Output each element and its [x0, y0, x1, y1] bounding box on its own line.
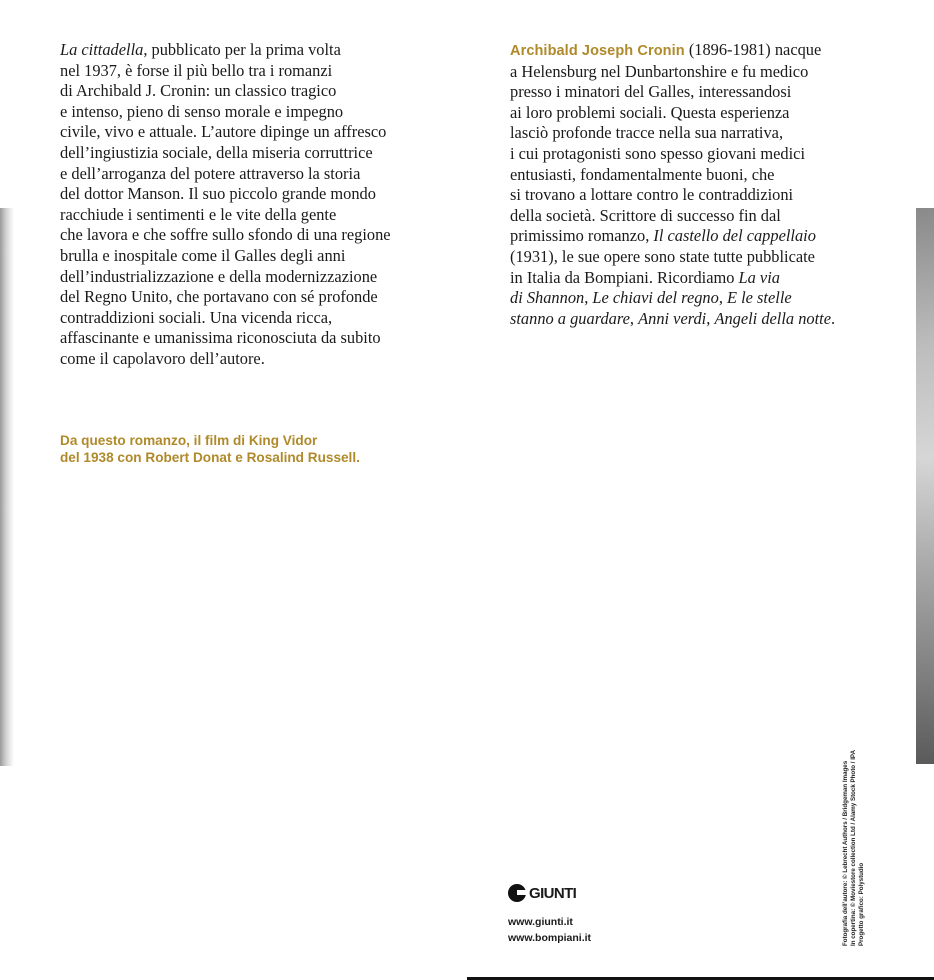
credit-line: In copertina: © Moviestore collection Ltd / Alamy Stock Photo / IPA: [850, 749, 857, 946]
book-title: La cittadella: [60, 40, 144, 59]
book-title: Il castello del cappellaio: [653, 226, 816, 246]
credit-line: Fotografia dell’autore: © Lebrecht Authors / Bridgeman Images: [842, 760, 849, 946]
text-segment: che lavora e che soffre sullo sfondo di una regione: [60, 225, 391, 245]
text-segment: ai loro problemi sociali. Questa esperienza: [510, 102, 790, 122]
publisher-urls: [508, 914, 591, 946]
film-note-line: Da questo romanzo, il film di King Vidor: [60, 433, 318, 448]
credit-line: Progetto grafico: Polystudio: [858, 862, 865, 946]
text-line: [60, 81, 440, 102]
text-line: [510, 206, 890, 227]
text-segment: e intenso, pieno di senso morale e impegno: [60, 101, 344, 121]
text-line: [60, 225, 440, 246]
text-segment: primissimo romanzo,: [510, 226, 654, 246]
text-segment: dell’ingiustizia sociale, della miseria corruttrice: [60, 142, 373, 162]
text-line: [510, 123, 890, 144]
text-segment: si trovano a lottare contro le contraddizioni: [510, 185, 794, 205]
text-segment: (1931), le sue opere sono state tutte pubblicate: [510, 246, 815, 266]
text-segment: brulla e inospitale come il Galles degli anni: [60, 245, 346, 265]
text-line: [510, 165, 890, 186]
book-title: Anni verdi: [638, 308, 707, 328]
text-line: [510, 288, 890, 309]
text-line: [510, 144, 890, 165]
text-segment: racchiude i sentimenti e le vite della gente: [60, 204, 337, 224]
text-segment: come il capolavoro dell’autore.: [60, 348, 265, 368]
publisher-block: [508, 884, 591, 946]
cover-photo-edge-right: [916, 208, 934, 764]
text-segment: e dell’arroganza del potere attraverso la storia: [60, 163, 361, 183]
text-segment: , pubblicato per la prima volta: [143, 40, 341, 59]
text-segment: di Archibald J. Cronin: un classico tragico: [60, 81, 337, 101]
text-line: [60, 184, 440, 205]
book-title: La via: [738, 267, 780, 287]
text-segment: presso i minatori del Galles, interessandosi: [510, 82, 792, 102]
cover-photo-edge-left: [0, 208, 14, 766]
text-segment: .: [830, 308, 836, 328]
text-segment: ,: [706, 308, 715, 328]
text-line: [510, 82, 890, 103]
giunti-logo: [508, 884, 591, 902]
author-name: Archibald Joseph Cronin: [510, 43, 685, 59]
text-line: [60, 246, 440, 267]
text-segment: del dottor Manson. Il suo piccolo grande mondo: [60, 184, 376, 204]
book-title: stanno a guardare: [510, 308, 630, 328]
text-segment: del Regno Unito, che portavano con sé profonde: [60, 287, 378, 307]
text-line: [510, 62, 890, 83]
photo-credits: [842, 716, 866, 946]
film-note-line: del 1938 con Robert Donat e Rosalind Russell.: [60, 450, 360, 465]
text-segment: contraddizioni sociali. Una vicenda ricca,: [60, 307, 333, 327]
text-segment: ,: [584, 288, 593, 308]
text-line: [60, 102, 440, 123]
book-title: Angeli della notte: [714, 308, 831, 328]
book-title: E le stelle: [727, 288, 792, 308]
text-segment: a Helensburg nel Dunbartonshire e fu medico: [510, 61, 809, 81]
text-line: [510, 309, 890, 330]
text-line: [510, 268, 890, 289]
text-line: [60, 349, 440, 370]
url-bompiani: www.bompiani.it: [508, 932, 592, 944]
text-segment: dell’industrializzazione e della modernizzazione: [60, 266, 378, 286]
text-line: [60, 164, 440, 185]
text-line: [60, 122, 440, 143]
giunti-logo-text: GIUNTI: [529, 884, 577, 902]
text-segment: (1896-1981) nacque: [684, 40, 822, 59]
text-segment: entusiasti, fondamentalmente buoni, che: [510, 164, 775, 184]
text-line: [510, 185, 890, 206]
text-line: [60, 328, 440, 349]
film-note: [60, 432, 420, 466]
text-line: [60, 61, 440, 82]
text-line: [60, 40, 440, 61]
text-line: [60, 267, 440, 288]
text-segment: i cui protagonisti sono spesso giovani medici: [510, 143, 805, 163]
text-segment: della società. Scrittore di successo fin dal: [510, 205, 781, 225]
text-line: [510, 103, 890, 124]
text-segment: ,: [629, 308, 639, 328]
text-segment: lasciò profonde tracce nella sua narrativa,: [510, 123, 784, 143]
text-segment: nel 1937, è forse il più bello tra i romanzi: [60, 60, 333, 80]
text-line: [510, 226, 890, 247]
text-line: [60, 308, 440, 329]
text-line: [510, 40, 890, 62]
text-segment: affascinante e umanissima riconosciuta da subito: [60, 328, 381, 348]
text-segment: civile, vivo e attuale. L’autore dipinge un affresco: [60, 122, 387, 142]
book-title: di Shannon: [510, 288, 585, 308]
text-line: [60, 205, 440, 226]
book-synopsis: [60, 40, 440, 370]
text-line: [510, 247, 890, 268]
book-title: Le chiavi del regno: [592, 288, 719, 308]
text-line: [60, 143, 440, 164]
author-bio: [510, 40, 890, 329]
url-giunti: www.giunti.it: [508, 916, 573, 928]
giunti-logo-icon: [508, 884, 526, 902]
text-line: [60, 287, 440, 308]
text-segment: in Italia da Bompiani. Ricordiamo: [510, 267, 739, 287]
text-segment: ,: [718, 288, 728, 308]
